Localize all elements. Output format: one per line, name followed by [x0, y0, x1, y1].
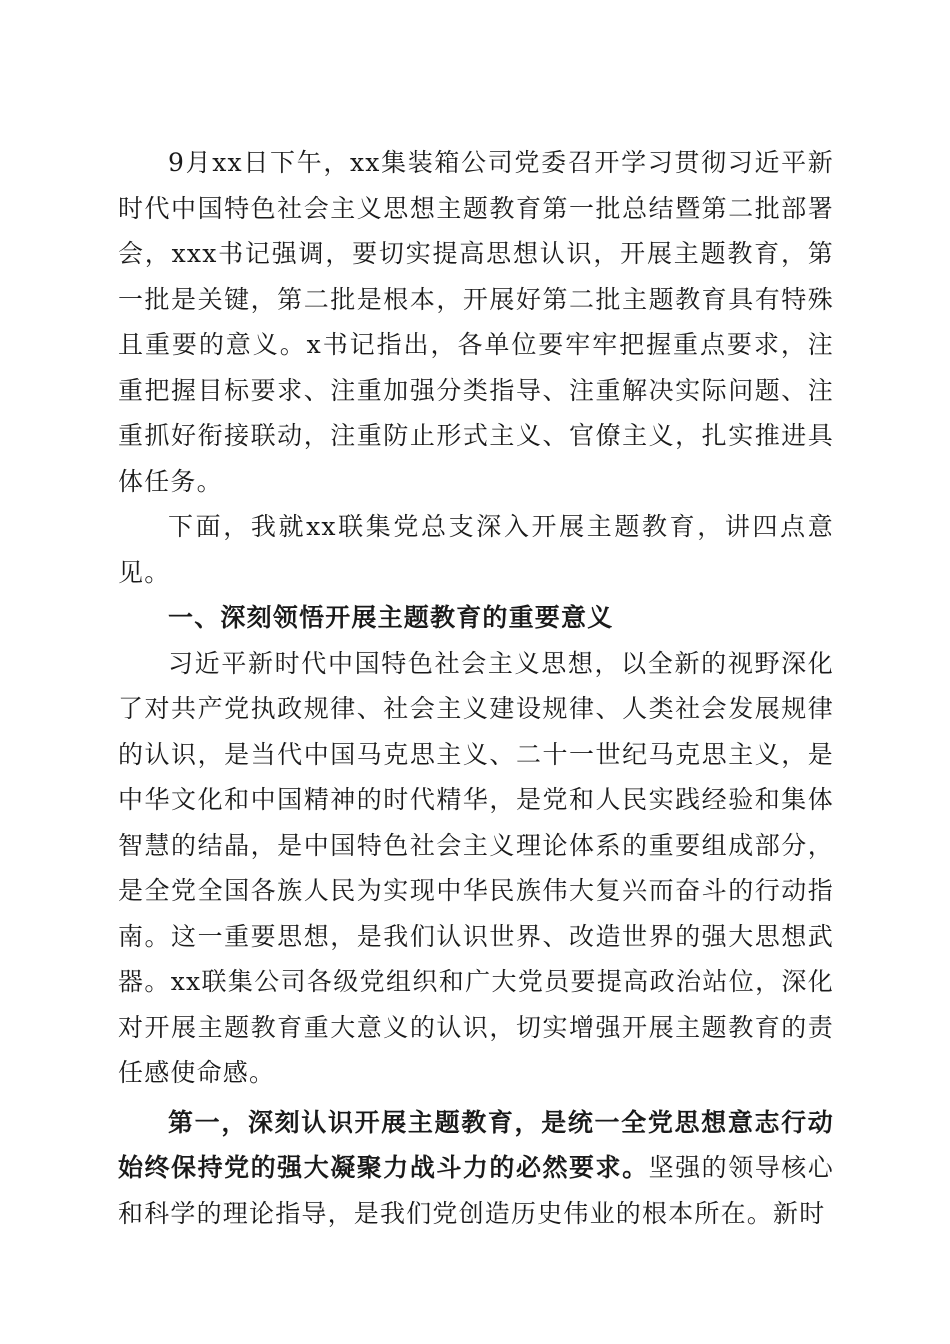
paragraph-significance: 习近平新时代中国特色社会主义思想，以全新的视野深化了对共产党执政规律、社会主义建设规律、人类社会发展规律的认识，是当代中国马克思主义、二十一世纪马克思主义，是中华文化和中国精神的时代精华，是党和人民实践经验和集体智慧的结晶，是中国特色社会主义理论体系的重要组成部分，是全党全国各族人民为实现中华民族伟大复兴而奋斗的行动指南。这一重要思想，是我们认识世界、改造世界的强大思想武器。xx联集公司各级党组织和广大党员要提高政治站位，深化对开展主题教育重大意义的认识，切实增强开展主题教育的责任感使命感。: [118, 648, 834, 1087]
paragraph-transition: 下面，我就xx联集党总支深入开展主题教育，讲四点意见。: [118, 512, 834, 587]
paragraph-first-point: [118, 1100, 834, 1237]
first-point-lead: 第一，深刻认识开展主题教育，是统一全党思想意志行动始终保持党的强大凝聚力战斗力的必然要求。: [118, 1107, 834, 1182]
document-body: [118, 140, 834, 1236]
section-heading-1: 一、深刻领悟开展主题教育的重要意义: [168, 603, 614, 632]
first-point-body: 坚强的领导核心和科学的理论指导，是我们党创造历史伟业的根本所在。新时: [118, 1153, 834, 1228]
paragraph-intro: 9月xx日下午，xx集装箱公司党委召开学习贯彻习近平新时代中国特色社会主义思想主题教育第一批总结暨第二批部署会，xxx书记强调，要切实提高思想认识，开展主题教育，第一批是关键，第二批是根本，开展好第二批主题教育具有特殊且重要的意义。x书记指出，各单位要牢牢把握重点要求，注重把握目标要求、注重加强分类指导、注重解决实际问题、注重抓好衔接联动，注重防止形式主义、官僚主义，扎实推进具体任务。: [118, 148, 834, 496]
